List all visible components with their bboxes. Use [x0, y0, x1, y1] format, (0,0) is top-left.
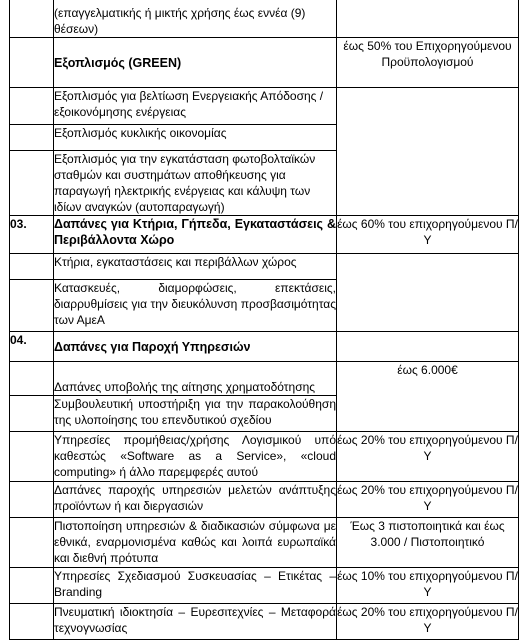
- row-limit: [337, 254, 519, 332]
- row-limit: έως 10% του επιχορηγούμενου Π/Υ: [337, 568, 519, 604]
- row-number: 04.: [10, 332, 54, 362]
- row-number: [10, 125, 54, 151]
- row-number: [10, 0, 54, 38]
- row-limit: Έως 3 πιστοποιητικά και έως 3.000 / Πιστοποιητικό: [337, 518, 519, 568]
- table-row: [10, 216, 519, 254]
- row-description: Υπηρεσίες Σχεδιασμού Συσκευασίας – Ετικέτας – Branding: [54, 568, 337, 604]
- row-number: [10, 88, 54, 125]
- table-row: [10, 568, 519, 604]
- row-limit: [337, 332, 519, 362]
- table-row: [10, 254, 519, 280]
- row-number: [10, 396, 54, 432]
- row-limit: έως 20% του επιχορηγούμενου Π/Υ: [337, 432, 519, 482]
- row-number: [10, 568, 54, 604]
- row-number: [10, 518, 54, 568]
- row-limit: έως 6.000€: [337, 362, 519, 432]
- row-description: Δαπάνες για Παροχή Υπηρεσιών: [54, 332, 337, 362]
- row-description: Συμβουλευτική υποστήριξη για την παρακολούθηση της υλοποίησης του επενδυτικού σχεδίου: [54, 396, 337, 432]
- row-limit: [337, 0, 519, 38]
- table-row: [10, 38, 519, 88]
- row-description: Κτήρια, εγκαταστάσεις και περιβάλλων χώρος: [54, 254, 337, 280]
- row-limit: [337, 88, 519, 216]
- row-number: [10, 280, 54, 332]
- row-limit: έως 60% του επιχορηγούμενου Π/Υ: [337, 216, 519, 254]
- table-row: [10, 88, 519, 125]
- row-description: Πνευματική ιδιοκτησία – Ευρεσιτεχνίες – Μεταφορά τεχνογνωσίας: [54, 604, 337, 640]
- row-limit: έως 50% του Επιχορηγούμενου Προϋπολογισμού: [337, 38, 519, 88]
- table-row: [10, 432, 519, 482]
- budget-table: [9, 0, 519, 640]
- table-row: [10, 332, 519, 362]
- row-limit: έως 20% του επιχορηγούμενου Π/Υ: [337, 604, 519, 640]
- row-description: Δαπάνες παροχής υπηρεσιών μελετών ανάπτυξης προϊόντων ή και διεργασιών: [54, 482, 337, 518]
- row-number: [10, 482, 54, 518]
- row-description: Εξοπλισμός για την εγκατάσταση φωτοβολταϊκών σταθμών και συστημάτων αποθήκευσης για παραγωγή ηλεκτρικής ενέργειας και κάλυψη των ιδίων αναγκών (αυτοπαραγωγή): [54, 151, 337, 216]
- row-number: [10, 151, 54, 216]
- row-description: Δαπάνες υποβολής της αίτησης χρηματοδότησης: [54, 362, 337, 396]
- row-limit: έως 20% του επιχορηγούμενου Π/Υ: [337, 482, 519, 518]
- row-number: [10, 38, 54, 88]
- table-row: [10, 362, 519, 396]
- table-row: [10, 482, 519, 518]
- row-number: 03.: [10, 216, 54, 254]
- row-description: Υπηρεσίες προμήθειας/χρήσης Λογισμικού υπό καθεστώς «Software as a Service», «cloud computing» ή άλλο παρεμφερές αυτού: [54, 432, 337, 482]
- row-description: Εξοπλισμός για βελτίωση Ενεργειακής Απόδοσης /εξοικονόμησης ενέργειας: [54, 88, 337, 125]
- row-description: Κατασκευές, διαμορφώσεις, επεκτάσεις, διαρρυθμίσεις για την διευκόλυνση προσβασιμότητας των ΑμεΑ: [54, 280, 337, 332]
- row-description: Πιστοποίηση υπηρεσιών & διαδικασιών σύμφωνα με εθνικά, εναρμονισμένα καθώς και λοιπά ευρωπαϊκά και διεθνή πρότυπα: [54, 518, 337, 568]
- row-description: (επαγγελματικής ή μικτής χρήσης έως εννέα (9) θέσεων): [54, 0, 337, 38]
- table-row: [10, 518, 519, 568]
- table-row: [10, 0, 519, 38]
- row-description: Εξοπλισμός (GREEN): [54, 38, 337, 88]
- row-description: Δαπάνες για Κτήρια, Γήπεδα, Εγκαταστάσεις & Περιβάλλοντα Χώρο: [54, 216, 337, 254]
- row-description: Εξοπλισμός κυκλικής οικονομίας: [54, 125, 337, 151]
- row-number: [10, 362, 54, 396]
- row-number: [10, 432, 54, 482]
- row-number: [10, 254, 54, 280]
